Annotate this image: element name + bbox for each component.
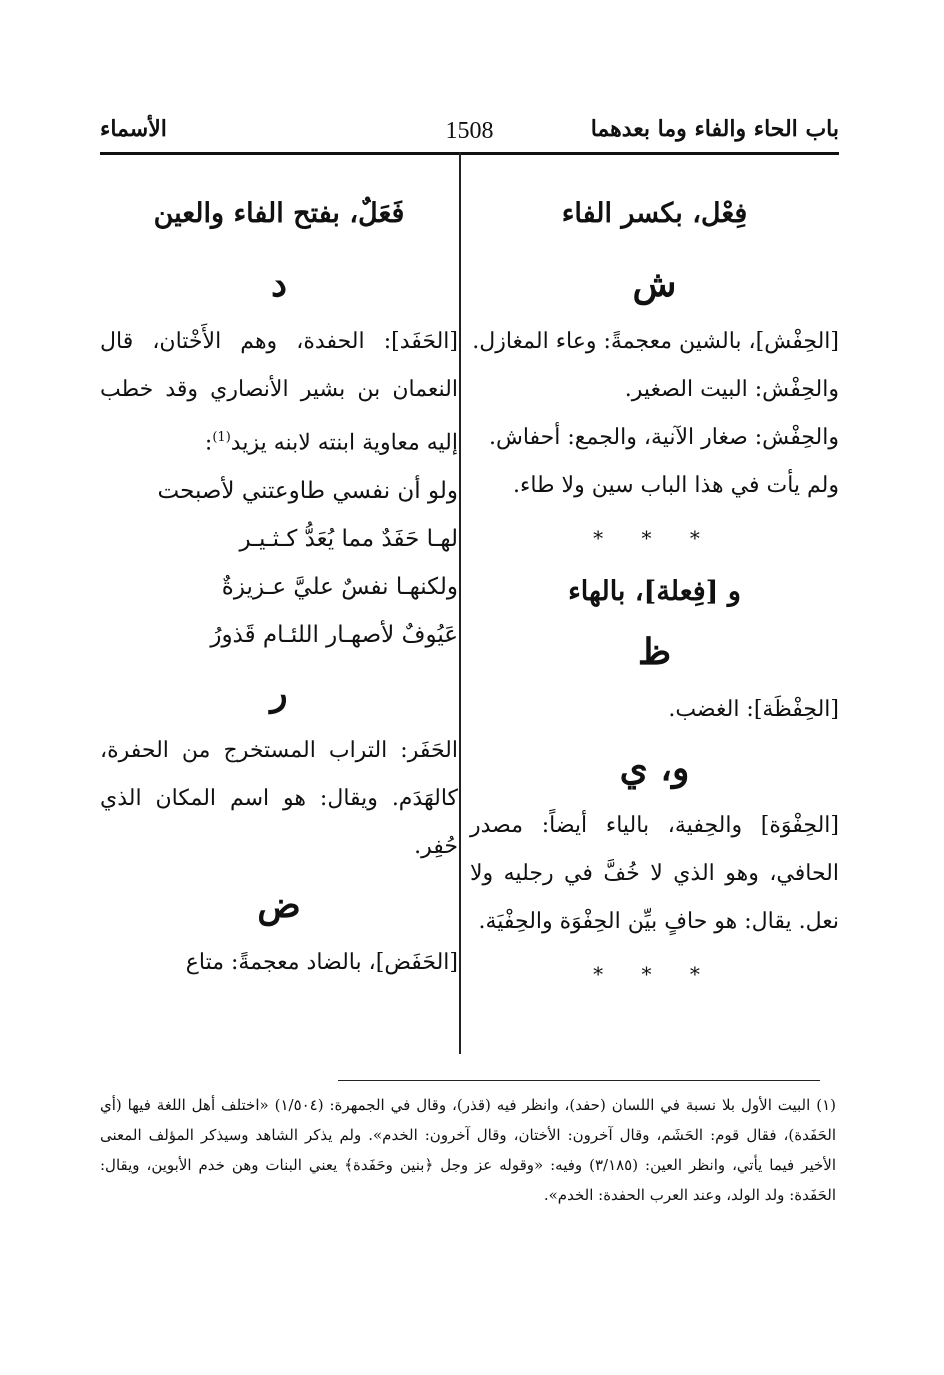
running-header	[100, 112, 839, 155]
dictionary-entry: والحِفْش: البيت الصغير.	[624, 377, 839, 402]
dictionary-entry	[100, 318, 458, 467]
page-number: 1508	[445, 118, 494, 144]
verse-line: عَيُوفٌ لأصهـار اللئـام قَذورُ	[210, 622, 458, 649]
verse-line: لهـا حَفَدٌ مما يُعَدُّ كـثـيـر	[239, 526, 458, 553]
letter-heading: و، ي	[619, 747, 690, 789]
section-title: الأسماء	[100, 116, 167, 142]
entry-text: [الحَفَد]: الحفدة، وهم الأَخْتان، قال النعمان بن بشير الأنصاري وقد خطب إليه معاوية ابنته لابنه يزيد	[100, 329, 458, 456]
pattern-heading: و [فِعلة]، بالهاء	[568, 576, 741, 607]
pattern-heading: فِعْل، بكسر الفاء	[561, 198, 748, 229]
dictionary-entry: الحَفَر: التراب المستخرج من الحفرة، كالهَدَم. ويقال: هو اسم المكان الذي حُفِر.	[100, 738, 458, 860]
section-separator: * * *	[593, 526, 716, 550]
left-column	[100, 160, 458, 987]
dictionary-entry: [الحِفْوَة] والحِفية، بالياء أيضاً: مصدر الحافي، وهو الذي لا خُفَّ في رجليه ولا نعل. يقال: هو حافٍ بيِّن الحِفْوَة والحِفْيَة.	[470, 813, 839, 934]
column-divider	[459, 152, 461, 1054]
dictionary-entry: [الحَفَض]، بالضاد معجمةً: متاع	[185, 950, 458, 976]
letter-heading: ض	[257, 884, 301, 927]
footnote-reference[interactable]: (1)	[212, 430, 231, 445]
chapter-title: باب الحاء والفاء وما بعدهما	[590, 116, 839, 142]
right-column	[470, 160, 839, 1002]
dictionary-entry: [الحِفْش]، بالشين معجمةً: وعاء المغازل.	[472, 329, 839, 354]
section-separator: * * *	[593, 962, 716, 986]
dictionary-entry: والحِفْش: صغار الآنية، والجمع: أحفاش.	[488, 425, 839, 450]
footnotes	[100, 1090, 836, 1210]
pattern-heading: فَعَلٌ، بفتح الفاء والعين	[153, 198, 405, 229]
footnote-rule	[338, 1080, 820, 1081]
letter-heading: ظ	[637, 631, 672, 673]
verse-line: ولكنهـا نفسٌ عليَّ عـزيزةٌ	[221, 574, 458, 601]
verse-line: ولو أن نفسي طاوعتني لأصبحت	[157, 478, 458, 505]
letter-heading: د	[270, 263, 288, 305]
dictionary-entry: ولم يأت في هذا الباب سين ولا طاء.	[513, 473, 839, 498]
dictionary-entry: [الحِفْظَة]: الغضب.	[668, 697, 839, 722]
footnote: (١) البيت الأول بلا نسبة في اللسان (حفد)، وانظر فيه (قذر)، وقال في الجمهرة: (١/٥٠٤) «اختلف أهل اللغة فيها (أي الحَفَدة)، فقال قوم: الحَشَم، وقال آخرون: الأختان، وقال آخرون: الخدم». ولم يذكر الشاهد وسيذكر المؤلف المعنى الأخير فيما يأتي، وانظر العين: (٣/١٨٥) وفيه: «وقوله عز وجل ﴿بنين وحَفَدة﴾ يعني البنات وهن خدم الأبوين، ويقال: الحَفَدة: ولد الولد، وعند العرب الحفدة: الخدم».	[100, 1096, 836, 1204]
letter-heading: ش	[632, 263, 677, 305]
letter-heading: ر	[270, 672, 288, 715]
entry-text: :	[204, 430, 213, 456]
